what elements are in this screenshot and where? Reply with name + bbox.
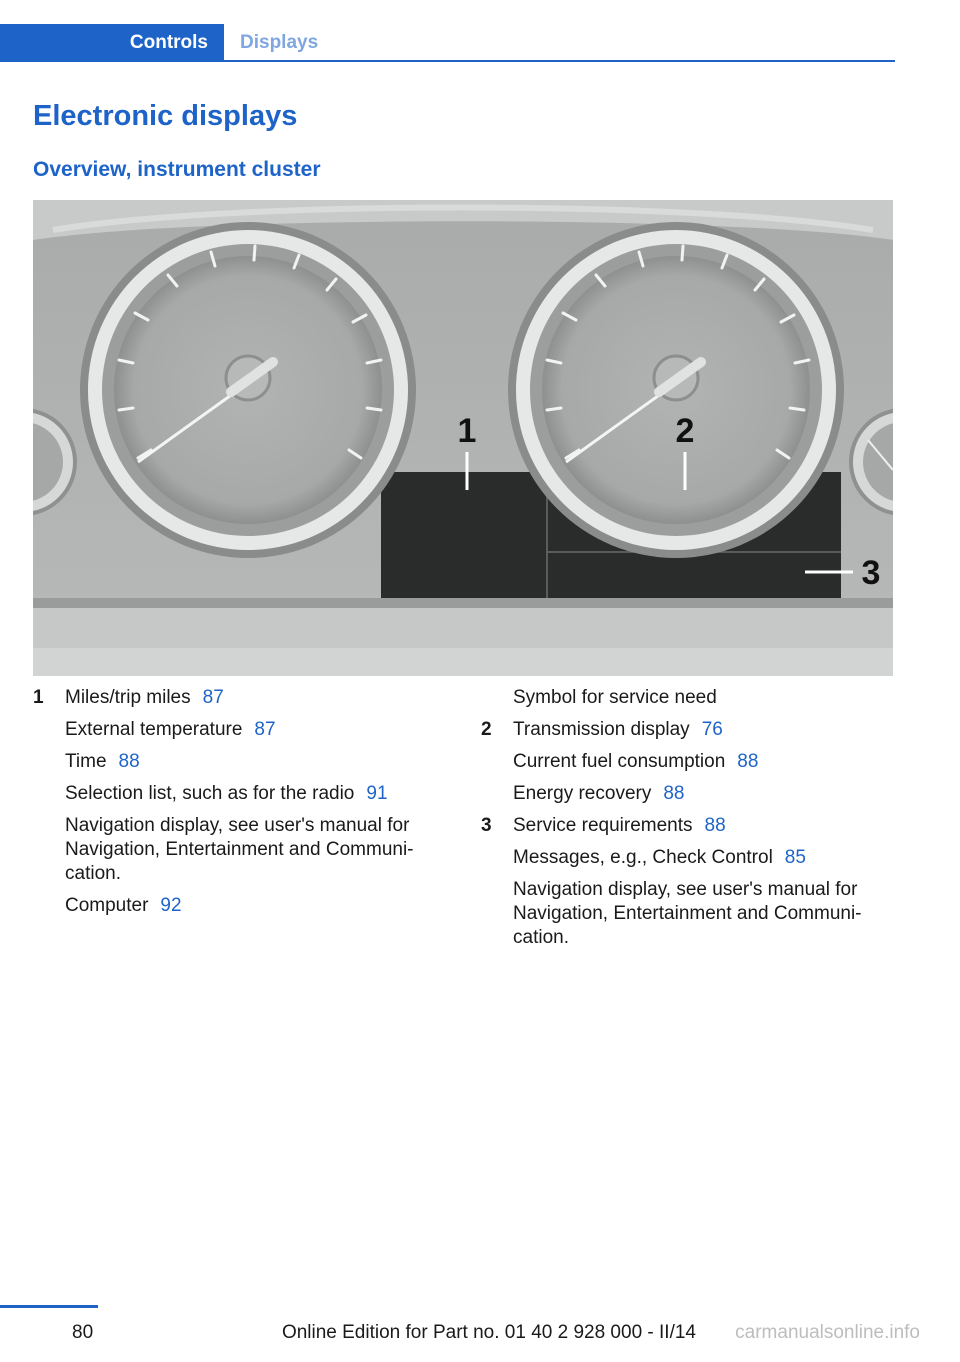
- page-ref-link[interactable]: 85: [784, 847, 806, 868]
- legend-line: Transmission display 76: [513, 719, 723, 740]
- legend-line: Miles/trip miles 87: [65, 687, 224, 708]
- instrument-cluster-figure: [33, 200, 893, 676]
- legend-item-1-continued: Symbol for service need: [513, 687, 717, 708]
- legend-line: Energy recovery 88: [513, 783, 685, 804]
- legend-number: 2: [481, 719, 492, 740]
- page-number: 80: [72, 1322, 94, 1343]
- legend-line: Current fuel consumption 88: [513, 751, 759, 772]
- legend-number: 3: [481, 815, 492, 836]
- watermark: carmanualsonline.info: [735, 1322, 920, 1343]
- legend-line: Messages, e.g., Check Control 85: [513, 847, 806, 868]
- legend-line: Navigation display, see user's manual for Navigation, Entertainment and Communi‐cation.: [513, 879, 862, 948]
- page-ref-link[interactable]: 88: [118, 751, 140, 772]
- legend-line: Computer 92: [65, 895, 182, 916]
- instrument-cluster-illustration: [33, 200, 893, 676]
- page-ref-link[interactable]: 88: [704, 815, 726, 836]
- page-ref-link[interactable]: 76: [701, 719, 723, 740]
- legend-item-1: [33, 686, 453, 918]
- page-ref-link[interactable]: 87: [202, 687, 224, 708]
- page-ref-link[interactable]: 92: [160, 895, 182, 916]
- tab-controls[interactable]: Controls: [0, 24, 224, 62]
- callout-1: 1: [457, 412, 477, 450]
- legend-line: Service requirements 88: [513, 815, 726, 836]
- legend-item-3: [481, 814, 895, 950]
- page-ref-link[interactable]: 87: [254, 719, 276, 740]
- legend-line: Navigation display, see user's manual for Navigation, Entertainment and Communi‐cation.: [65, 815, 414, 884]
- legend-number: 1: [33, 687, 44, 708]
- legend-line: Selection list, such as for the radio 91: [65, 783, 388, 804]
- page-ref-link[interactable]: 88: [663, 783, 685, 804]
- legend-right-column: [481, 686, 895, 958]
- page-ref-link[interactable]: 91: [366, 783, 388, 804]
- section-title: Overview, instrument cluster: [33, 158, 321, 181]
- callout-3: 3: [861, 554, 881, 592]
- legend-line: Time 88: [65, 751, 140, 772]
- header-tabbar: [0, 24, 895, 62]
- callout-2: 2: [675, 412, 695, 450]
- edition-text: Online Edition for Part no. 01 40 2 928 000 - II/14: [281, 1322, 696, 1343]
- page-ref-link[interactable]: 88: [737, 751, 759, 772]
- legend-left-column: [33, 686, 453, 926]
- legend-item-2: [481, 718, 895, 806]
- footer-rule: [0, 1305, 98, 1308]
- tab-displays[interactable]: Displays: [240, 32, 319, 53]
- page-title: Electronic displays: [33, 100, 298, 132]
- legend-line: External temperature 87: [65, 719, 276, 740]
